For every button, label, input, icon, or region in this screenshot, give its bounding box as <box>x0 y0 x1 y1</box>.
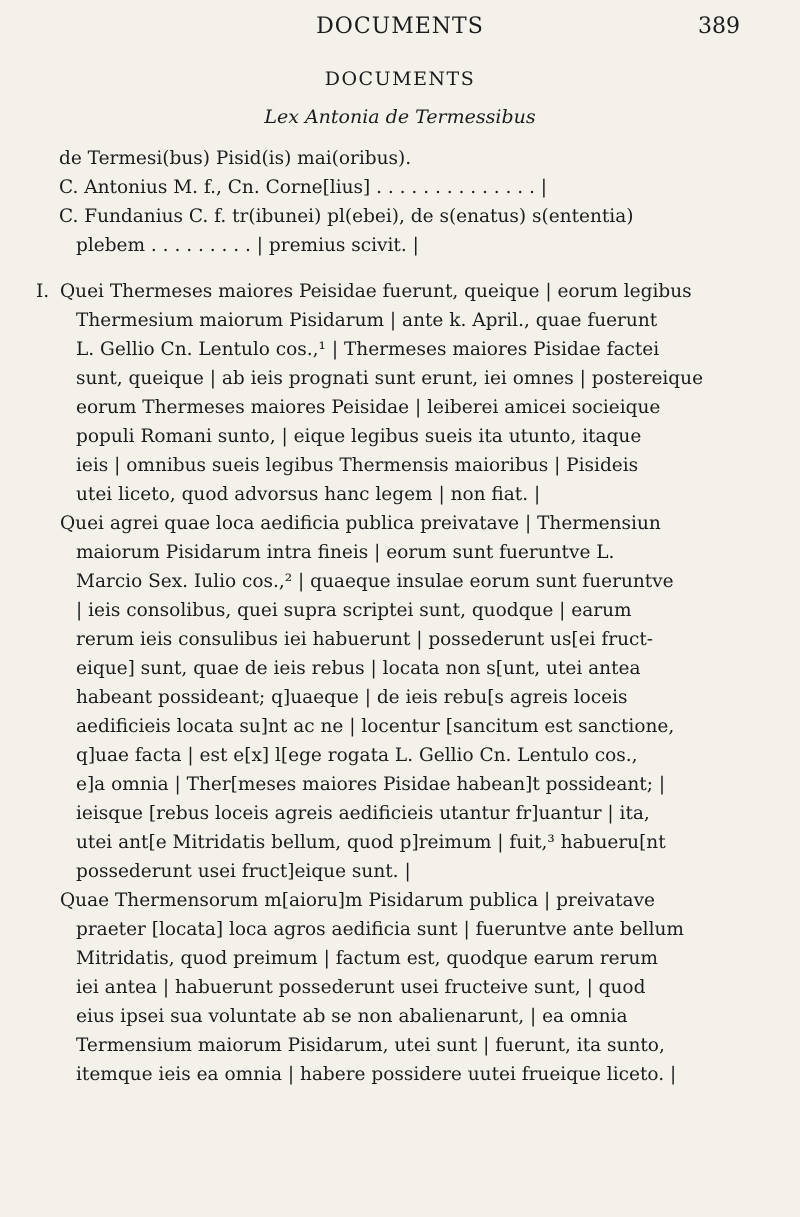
text-line: habeant possideant; q]uaeque | de ieis rebu[s agreis loceis <box>76 687 628 708</box>
text-line: utei liceto, quod advorsus hanc legem | non fiat. | <box>76 484 541 505</box>
text-line: rerum ieis consulibus iei habuerunt | possederunt us[ei fruct- <box>76 629 654 650</box>
text-line: aedificieis locata su]nt ac ne | locentur [sancitum est sanctione, <box>76 716 675 737</box>
text-line: iei antea | habuerunt possederunt usei fructeive sunt, | quod <box>76 977 646 998</box>
text-line: Quei Thermeses maiores Peisidae fuerunt, queique | eorum legibus <box>60 281 692 302</box>
text-line: q]uae facta | est e[x] l[ege rogata L. Gellio Cn. Lentulo cos., <box>76 745 638 766</box>
document-subtitle: Lex Antonia de Termessibus <box>264 106 536 128</box>
text-line: | ieis consolibus, quei supra scriptei sunt, quodque | earum <box>76 600 632 621</box>
page-number: 389 <box>698 14 740 39</box>
text-line: utei ant[e Mitridatis bellum, quod p]reimum | fuit,³ habueru[nt <box>76 832 666 853</box>
text-line: populi Romani sunto, | eique legibus sueis ita utunto, itaque <box>76 426 642 447</box>
text-line: ieisque [rebus loceis agreis aedificieis utantur fr]uantur | ita, <box>76 803 650 824</box>
text-line: Thermesium maiorum Pisidarum | ante k. April., quae fuerunt <box>76 310 658 331</box>
text-line: ieis | omnibus sueis legibus Thermensis maioribus | Pisideis <box>76 455 639 476</box>
text-line: de Termesi(bus) Pisid(is) mai(oribus). <box>59 148 412 169</box>
text-line: maiorum Pisidarum intra fineis | eorum sunt fueruntve L. <box>76 542 615 563</box>
text-line: eius ipsei sua voluntate ab se non abalienarunt, | ea omnia <box>76 1006 628 1027</box>
text-line: plebem . . . . . . . . . | premius scivit. | <box>76 235 419 256</box>
text-line: Termensium maiorum Pisidarum, utei sunt | fuerunt, ita sunto, <box>76 1035 665 1056</box>
text-line: praeter [locata] loca agros aedificia sunt | fueruntve ante bellum <box>76 919 684 940</box>
section-marker: I. <box>36 281 50 302</box>
text-line: Quae Thermensorum m[aioru]m Pisidarum publica | preivatave <box>60 890 655 911</box>
text-line: itemque ieis ea omnia | habere possidere uutei frueique liceto. | <box>76 1064 677 1085</box>
text-line: sunt, queique | ab ieis prognati sunt erunt, iei omnes | postereique <box>76 368 704 389</box>
text-line: possederunt usei fruct]eique sunt. | <box>76 861 411 882</box>
text-line: Mitridatis, quod preimum | factum est, quodque earum rerum <box>76 948 658 969</box>
running-header <box>0 6 800 46</box>
text-line: Quei agrei quae loca aedificia publica preivatave | Thermensiun <box>60 513 661 534</box>
text-line: e]a omnia | Ther[meses maiores Pisidae habean]t possideant; | <box>76 774 666 795</box>
text-line: L. Gellio Cn. Lentulo cos.,¹ | Thermeses maiores Pisidae factei <box>76 339 660 360</box>
text-line: Marcio Sex. Iulio cos.,² | quaeque insulae eorum sunt fueruntve <box>76 571 674 592</box>
text-line: C. Antonius M. f., Cn. Corne[lius] . . . . . . . . . . . . . . | <box>59 177 548 198</box>
running-title: DOCUMENTS <box>316 14 484 39</box>
document-title: DOCUMENTS <box>324 68 476 90</box>
text-line: eorum Thermeses maiores Peisidae | leiberei amicei socieique <box>76 397 661 418</box>
text-line: eique] sunt, quae de ieis rebus | locata non s[unt, utei antea <box>76 658 641 679</box>
text-line: C. Fundanius C. f. tr(ibunei) pl(ebei), de s(enatus) s(ententia) <box>59 206 634 227</box>
